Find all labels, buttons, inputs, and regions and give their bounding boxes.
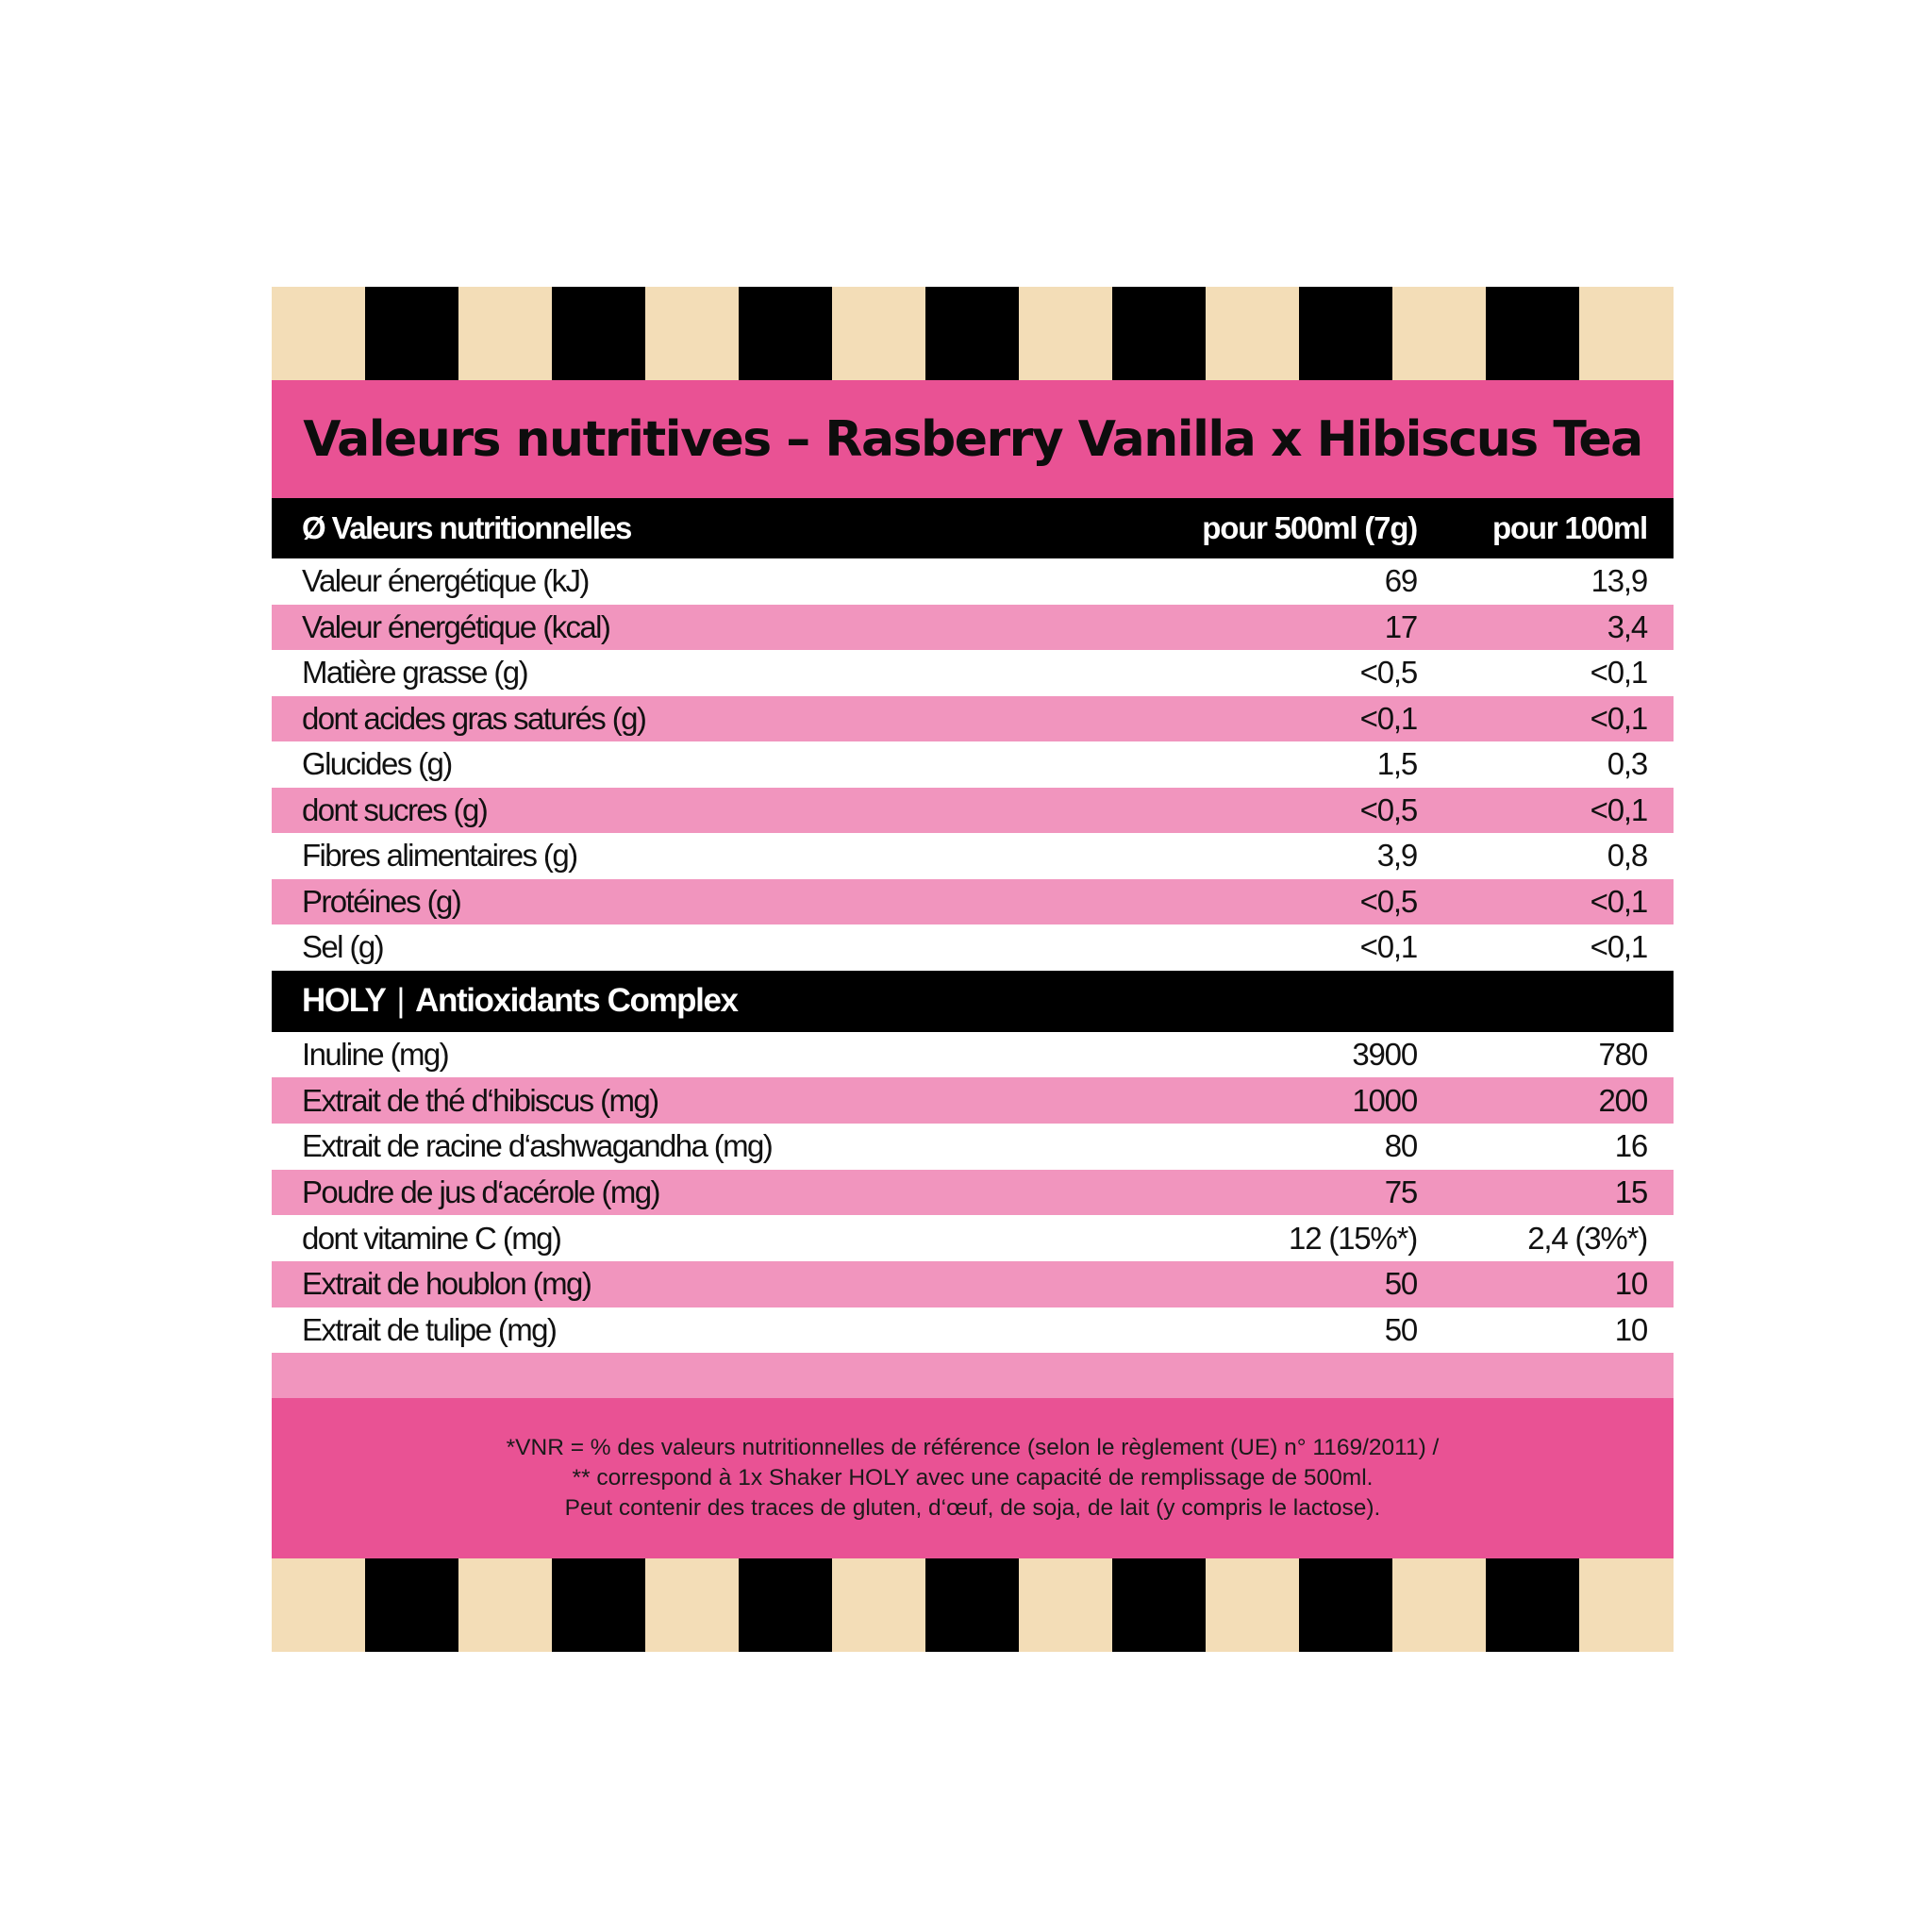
row-value-100ml: <0,1 (1590, 655, 1647, 691)
title-bar (272, 380, 1674, 498)
section-title: Antioxidants Complex (415, 982, 738, 1019)
row-value-500ml: 1,5 (1376, 746, 1417, 782)
row-label: Glucides (g) (302, 746, 452, 782)
row-label: Extrait de racine d‘ashwagandha (mg) (302, 1128, 773, 1164)
row-value-500ml: 3900 (1352, 1036, 1417, 1072)
table-row (272, 879, 1674, 925)
checker-square (552, 1558, 645, 1652)
row-value-100ml: 10 (1614, 1266, 1647, 1302)
row-label: Fibres alimentaires (g) (302, 838, 577, 874)
row-label: dont acides gras saturés (g) (302, 700, 646, 736)
table-row (272, 1170, 1674, 1216)
row-value-100ml: 0,3 (1607, 746, 1647, 782)
nutrition-rows (272, 558, 1674, 971)
table-row (272, 1077, 1674, 1124)
checker-square (1392, 1558, 1486, 1652)
checker-square (1486, 287, 1579, 380)
row-value-100ml: <0,1 (1590, 929, 1647, 965)
table-row (272, 741, 1674, 788)
checker-square (272, 1558, 365, 1652)
row-value-500ml: <0,5 (1359, 883, 1417, 919)
nutrition-panel (272, 287, 1674, 1652)
checker-square (1206, 287, 1299, 380)
checker-square (645, 287, 739, 380)
row-value-500ml: 75 (1384, 1174, 1417, 1209)
table-row (272, 1032, 1674, 1078)
checker-square (1299, 1558, 1392, 1652)
checker-square (1206, 1558, 1299, 1652)
row-value-100ml: <0,1 (1590, 791, 1647, 827)
row-value-100ml: 15 (1614, 1174, 1647, 1209)
checker-square (1299, 287, 1392, 380)
top-checker-border (272, 287, 1674, 380)
row-label: dont vitamine C (mg) (302, 1220, 561, 1256)
row-value-500ml: <0,5 (1359, 655, 1417, 691)
checker-square (365, 287, 458, 380)
row-value-500ml: 50 (1384, 1266, 1417, 1302)
checker-square (1112, 287, 1206, 380)
checker-square (925, 287, 1019, 380)
row-value-500ml: <0,1 (1359, 700, 1417, 736)
checker-square (832, 287, 925, 380)
checker-square (832, 1558, 925, 1652)
row-label: Sel (g) (302, 929, 383, 965)
header-label: Ø Valeurs nutritionnelles (302, 510, 631, 545)
row-value-100ml: <0,1 (1590, 700, 1647, 736)
table-row (272, 833, 1674, 879)
row-value-500ml: 17 (1384, 608, 1417, 644)
checker-square (365, 1558, 458, 1652)
checker-square (458, 1558, 552, 1652)
row-value-100ml: <0,1 (1590, 883, 1647, 919)
row-value-500ml: 3,9 (1376, 838, 1417, 874)
footnote-line: *VNR = % des valeurs nutritionnelles de référence (selon le règlement (UE) n° 1169/2011) / (506, 1435, 1440, 1461)
row-value-100ml: 2,4 (3%*) (1527, 1220, 1647, 1256)
table-row (272, 1124, 1674, 1170)
row-label: Matière grasse (g) (302, 655, 527, 691)
row-value-500ml: 50 (1384, 1311, 1417, 1347)
table-row (272, 605, 1674, 651)
table-row (272, 558, 1674, 605)
checker-square (1486, 1558, 1579, 1652)
row-value-500ml: 80 (1384, 1128, 1417, 1164)
checker-square (645, 1558, 739, 1652)
row-value-100ml: 10 (1614, 1311, 1647, 1347)
row-label: Poudre de jus d‘acérole (mg) (302, 1174, 659, 1209)
checker-square (458, 287, 552, 380)
footnotes (272, 1398, 1674, 1558)
footnote-line: Peut contenir des traces de gluten, d‘œuf, de soja, de lait (y compris le lactose). (564, 1495, 1381, 1522)
row-label: dont sucres (g) (302, 791, 488, 827)
checker-square (552, 287, 645, 380)
spacer-band (272, 1353, 1674, 1398)
table-row (272, 1215, 1674, 1261)
bottom-checker-border (272, 1558, 1674, 1652)
checker-square (1579, 1558, 1674, 1652)
table-row (272, 924, 1674, 971)
row-label: Extrait de tulipe (mg) (302, 1311, 557, 1347)
row-value-100ml: 16 (1614, 1128, 1647, 1164)
row-label: Protéines (g) (302, 883, 461, 919)
table-row (272, 1307, 1674, 1354)
row-value-100ml: 3,4 (1607, 608, 1647, 644)
row-label: Extrait de thé d‘hibiscus (mg) (302, 1082, 658, 1118)
row-value-500ml: 69 (1384, 563, 1417, 599)
header-col-100ml: pour 100ml (1491, 510, 1647, 545)
header-col-500ml: pour 500ml (7g) (1202, 510, 1417, 545)
row-label: Inuline (mg) (302, 1036, 449, 1072)
divider: | (396, 982, 405, 1019)
checker-square (739, 287, 832, 380)
row-value-500ml: 1000 (1352, 1082, 1417, 1118)
checker-square (1019, 287, 1112, 380)
antioxidant-rows (272, 1032, 1674, 1354)
footnote-line: ** correspond à 1x Shaker HOLY avec une capacité de remplissage de 500ml. (572, 1465, 1374, 1491)
row-value-100ml: 0,8 (1607, 838, 1647, 874)
table-header (272, 498, 1674, 558)
table-row (272, 650, 1674, 696)
row-label: Valeur énergétique (kJ) (302, 563, 589, 599)
row-value-500ml: <0,1 (1359, 929, 1417, 965)
page-title: Valeurs nutritives – Rasberry Vanilla x Hibiscus Tea (303, 410, 1642, 468)
row-value-100ml: 200 (1598, 1082, 1647, 1118)
checker-square (272, 287, 365, 380)
checker-square (925, 1558, 1019, 1652)
antioxidants-section-header (272, 971, 1674, 1032)
checker-square (1579, 287, 1674, 380)
checker-square (1019, 1558, 1112, 1652)
checker-square (1112, 1558, 1206, 1652)
checker-square (1392, 287, 1486, 380)
row-value-100ml: 780 (1598, 1036, 1647, 1072)
row-label: Valeur énergétique (kcal) (302, 608, 610, 644)
row-value-500ml: 12 (15%*) (1289, 1220, 1417, 1256)
row-value-100ml: 13,9 (1591, 563, 1647, 599)
row-value-500ml: <0,5 (1359, 791, 1417, 827)
checker-square (739, 1558, 832, 1652)
brand-name: HOLY (302, 982, 386, 1019)
table-row (272, 788, 1674, 834)
table-row (272, 696, 1674, 742)
row-label: Extrait de houblon (mg) (302, 1266, 591, 1302)
table-row (272, 1261, 1674, 1307)
